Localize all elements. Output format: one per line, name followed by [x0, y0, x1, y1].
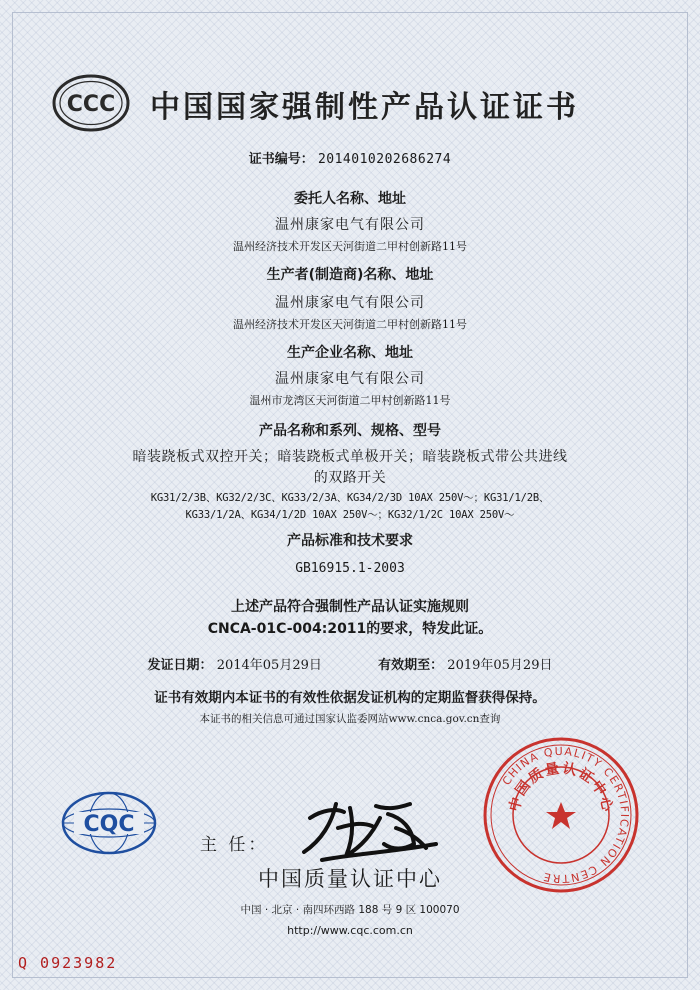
validity-note: 证书有效期内本证书的有效性依据发证机构的定期监督获得保持。 — [154, 690, 546, 706]
cqc-logo — [60, 790, 158, 856]
issuer-website: http://www.cqc.com.cn — [287, 924, 413, 937]
factory-heading: 生产企业名称、地址 — [287, 345, 413, 361]
manufacturer-address: 温州经济技术开发区天河街道二甲村创新路11号 — [233, 318, 467, 331]
certificate-number-label: 证书编号： — [248, 152, 314, 167]
standard-value: GB16915.1-2003 — [295, 561, 405, 576]
conformity-line1: 上述产品符合强制性产品认证实施规则 — [231, 599, 469, 615]
issue-date: 2014年05月29日 — [216, 658, 322, 673]
factory-address: 温州市龙湾区天河街道二甲村创新路11号 — [249, 394, 451, 407]
client-name: 温州康家电气有限公司 — [275, 217, 425, 233]
product-model-line1: KG31/2/3B、KG32/2/3C、KG33/2/3A、KG34/2/3D 10AX 250V～；KG31/1/2B、 — [150, 492, 550, 504]
seal-inner-text: 中国质量认证中心 — [506, 760, 616, 815]
manufacturer-heading: 生产者(制造商)名称、地址 — [266, 267, 434, 283]
conformity-line2: CNCA-01C-004:2011的要求，特发此证。 — [207, 621, 493, 637]
manufacturer-name: 温州康家电气有限公司 — [275, 295, 425, 311]
certificate-number-row — [0, 148, 700, 167]
client-heading: 委托人名称、地址 — [294, 191, 406, 207]
client-address: 温州经济技术开发区天河街道二甲村创新路11号 — [233, 240, 467, 253]
standard-heading: 产品标准和技术要求 — [287, 533, 413, 549]
issuer-name: 中国质量认证中心 — [258, 867, 442, 891]
product-name-line2: 的双路开关 — [313, 470, 387, 486]
certificate-number: 2014010202686274 — [317, 152, 452, 167]
product-model-line2: KG33/1/2A、KG34/1/2D 10AX 250V～；KG32/1/2C 10AX 250V～ — [185, 509, 515, 521]
director-label: 主 任： — [200, 835, 269, 855]
factory-name: 温州康家电气有限公司 — [275, 371, 425, 387]
product-heading: 产品名称和系列、规格、型号 — [259, 423, 441, 439]
ccc-logo-text: CCC — [66, 92, 116, 117]
certificate-title: 中国国家强制性产品认证证书 — [150, 90, 579, 125]
seal-star-icon — [546, 802, 576, 829]
seal-outer-text: CHINA QUALITY CERTIFICATION CENTRE — [499, 744, 632, 886]
issuer-address: 中国 · 北京 · 南四环西路 188 号 9 区 100070 — [240, 904, 460, 916]
director-signature — [292, 788, 442, 866]
ccc-logo — [52, 74, 130, 132]
certification-seal — [482, 736, 640, 894]
issue-date-label: 发证日期： — [147, 658, 213, 673]
expiry-date-label: 有效期至： — [378, 658, 444, 673]
serial-number: Q 0923982 — [18, 954, 118, 972]
cqc-logo-text: CQC — [83, 812, 135, 837]
expiry-date: 2019年05月29日 — [447, 658, 553, 673]
product-name-line1: 暗装跷板式双控开关；暗装跷板式单极开关；暗装跷板式带公共进线 — [132, 449, 568, 465]
date-row — [0, 654, 700, 673]
info-note: 本证书的相关信息可通过国家认监委网站www.cnca.gov.cn查询 — [199, 713, 501, 725]
